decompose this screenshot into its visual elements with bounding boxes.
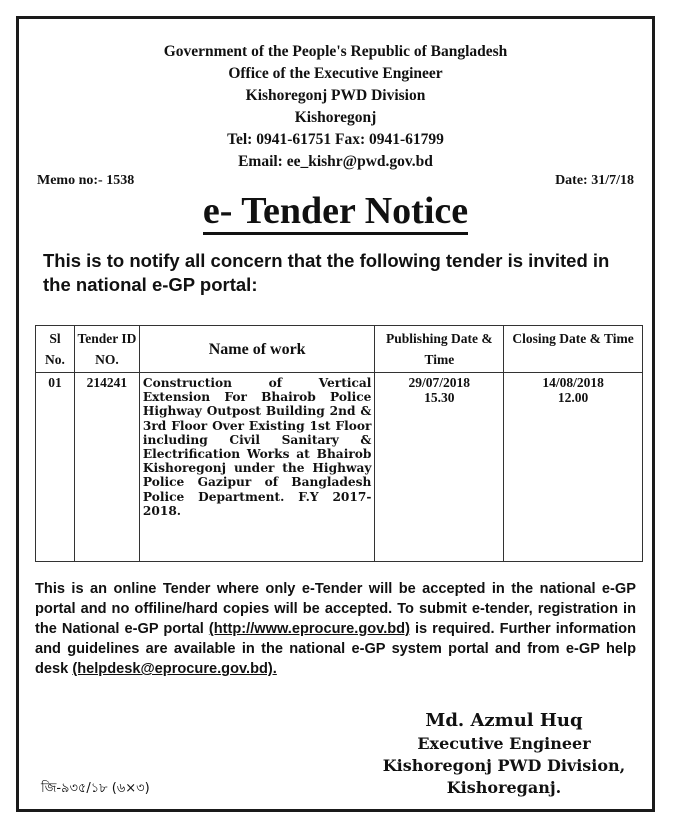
intro-paragraph: This is to notify all concern that the following tender is invited in the national e-GP portal: [43, 250, 610, 295]
header-sl: Sl No. [36, 326, 75, 373]
notice-title [19, 189, 652, 233]
header-tender-id: Tender ID NO. [74, 326, 139, 373]
table-header-row [36, 326, 643, 373]
header-publishing: Publishing Date & Time [375, 326, 504, 373]
header-government: Government of the People's Republic of Bangladesh [163, 43, 508, 60]
signatory-division: Kishoregonj PWD Division, [382, 756, 626, 775]
header-location: Kishoregonj [294, 109, 377, 126]
header-office: Office of the Executive Engineer [228, 65, 443, 82]
header-phone-fax: Tel: 0941-61751 Fax: 0941-61799 [227, 131, 444, 148]
signatory-name: Md. Azmul Huq [425, 710, 583, 731]
notice-body [19, 19, 652, 809]
closing-date: 14/08/2018 [542, 375, 604, 390]
eprocure-link[interactable]: (http://www.eprocure.gov.bd) [208, 621, 410, 637]
signature-block [359, 709, 649, 799]
cell-tender-id: 214241 [74, 373, 139, 562]
notice-title-text: e- Tender Notice [203, 190, 468, 235]
instructions-part2: is required. Further information and guidelines are available in the national e-GP system portal and from e-GP help desk [35, 621, 636, 677]
tender-table [35, 325, 643, 562]
cell-sl: 01 [36, 373, 75, 562]
signatory-designation: Executive Engineer [417, 734, 591, 753]
memo-date: Date: 31/7/18 [555, 173, 634, 188]
instructions-part1: This is an online Tender where only e-Tender will be accepted in the national e-GP portal and no offiline/hard copies will be accepted. To submit e-tender, registration in the National e-GP portal [35, 581, 636, 637]
helpdesk-email-link[interactable]: (helpdesk@eprocure.gov.bd). [72, 661, 277, 677]
closing-time: 12.00 [557, 389, 589, 405]
header-email: Email: ee_kishr@pwd.gov.bd [238, 153, 433, 170]
header-closing: Closing Date & Time [504, 326, 643, 373]
instructions-paragraph [35, 579, 636, 679]
publishing-date: 29/07/2018 [408, 375, 471, 390]
reference-code: জি-৯৩৫/১৮ (৬×৩) [41, 781, 150, 796]
header-name-of-work: Name of work [139, 326, 375, 373]
signatory-place: Kishoreganj. [446, 778, 562, 797]
notice-frame [16, 16, 655, 812]
table-row [36, 373, 643, 562]
office-header [19, 41, 652, 173]
cell-closing [504, 373, 643, 562]
memo-number: Memo no:- 1538 [37, 173, 135, 188]
header-division: Kishoregonj PWD Division [245, 87, 426, 104]
cell-name-of-work: Construction of Vertical Extension For Bhairob Police Highway Outpost Building 2nd & 3rd Floor Over Existing 1st Floor including Civil Sanitary & Electrification Works at Bhairob Kishoregonj under the Highway Police Gazipur of Bangladesh Police Department. F.Y 2017-2018. [139, 373, 375, 562]
memo-row [37, 173, 634, 189]
publishing-time: 15.30 [424, 389, 455, 405]
cell-publishing [375, 373, 504, 562]
